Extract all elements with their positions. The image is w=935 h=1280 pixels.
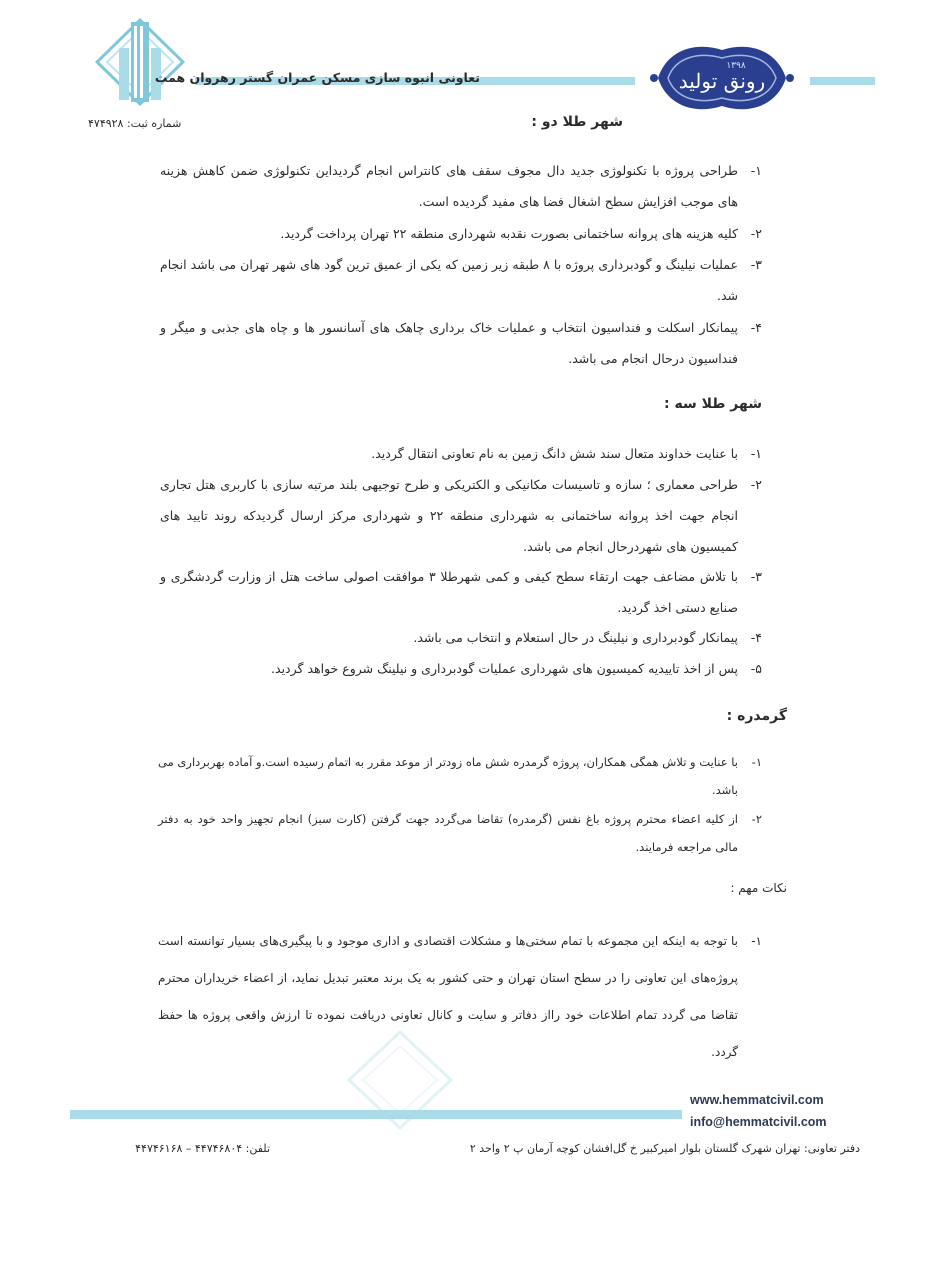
item-number: ۳- bbox=[750, 257, 762, 272]
item-text: طراحی پروژه با تکنولوژی جدید دال مجوف سقف های کانتراس انجام گردیداین تکنولوژی ضمن کاهش هزینه های موجب افزایش سطح اشغال فضا های مفید گردیده است. bbox=[160, 163, 738, 209]
item-number: ۲- bbox=[750, 226, 762, 241]
office-address: دفتر تعاونی: تهران شهرک گلستان بلوار امیرکبیر خ گل‌افشان کوچه آرمان پ ۲ واحد ۲ bbox=[469, 1142, 860, 1155]
item-number: ۲- bbox=[751, 812, 762, 826]
item-number: ۴- bbox=[750, 630, 762, 645]
item-text: کلیه هزینه های پروانه ساختمانی بصورت نقدبه شهرداری منطقه ۲۲ تهران پرداخت گردید. bbox=[280, 226, 738, 241]
item-number: ۱- bbox=[750, 163, 762, 178]
item-number: ۳- bbox=[750, 569, 762, 584]
website-link[interactable]: www.hemmatcivil.com bbox=[690, 1093, 824, 1107]
section-title-garmdareh: گرمدره : bbox=[726, 708, 787, 724]
list-item bbox=[158, 805, 762, 861]
item-text: با توجه به اینکه این مجموعه با تمام سختی‌ها و مشکلات اقتصادی و اداری موجود و با پیگیری‌های بسیار توانسته است پروژه‌های این تعاونی را در سطح استان تهران و حتی کشور به یک برند معتبر تبدیل نماید، از اعضاء خریداران محترم تقاضا می گردد تمام اطلاعات خود رااز دفاتر و سایت و کانال تعاونی دریافت نموده تا ارزش واقعی پروژه ها حفظ گردد. bbox=[158, 934, 738, 1059]
item-number: ۱- bbox=[751, 755, 762, 769]
list-item bbox=[158, 923, 762, 1071]
list-item bbox=[160, 312, 762, 374]
list-item bbox=[160, 249, 762, 311]
item-number: ۵- bbox=[750, 661, 762, 676]
seal-year: ۱۳۹۸ bbox=[726, 61, 746, 71]
phone-numbers: تلفن: ۴۴۷۴۶۸۰۴ – ۴۴۷۴۶۱۶۸ bbox=[135, 1142, 270, 1155]
item-text: طراحی معماری ؛ سازه و تاسیسات مکانیکی و الکتریکی و طرح توجیهی بلند مرتبه سازی با کاربری هتل تجاری انجام جهت اخذ پروانه ساختمانی به شهرداری منطقه ۲۲ و شهرداری مرکز ارسال گردیدکه روند تایید های کمیسیون های شهردرحال انجام می باشد. bbox=[160, 477, 738, 554]
item-text: با عنایت و تلاش همگی همکاران، پروژه گرمدره شش ماه زودتر از موعد مقرر به اتمام رسیده است.و آماده بهربرداری می باشد. bbox=[158, 755, 738, 797]
company-logo bbox=[95, 18, 185, 106]
footer-accent-bar bbox=[70, 1110, 682, 1119]
list-item bbox=[160, 155, 762, 217]
registration-number: شماره ثبت: ۴۷۴۹۲۸ bbox=[88, 117, 182, 130]
item-number: ۲- bbox=[750, 477, 762, 492]
list-item bbox=[160, 561, 762, 623]
list-item bbox=[160, 469, 762, 562]
section-title-shahr-tala-2: شهر طلا دو : bbox=[531, 114, 623, 130]
notes-title: نکات مهم : bbox=[730, 881, 787, 895]
list-item bbox=[160, 218, 762, 249]
item-text: پس از اخذ تاییدیه کمیسیون های شهرداری عملیات گودبرداری و نیلینگ شروع خواهد گردید. bbox=[271, 661, 738, 676]
item-text: عملیات نیلینگ و گودبرداری پروژه با ۸ طبقه زیر زمین که یکی از عمیق ترین گود های شهر تهران می باشد انجام شد. bbox=[160, 257, 738, 303]
list-item bbox=[160, 622, 762, 653]
item-text: پیمانکار گودبرداری و نیلینگ در حال استعلام و انتخاب می باشد. bbox=[413, 630, 738, 645]
item-text: از کلیه اعضاء محترم پروژه باغ نفس (گرمدره) تقاضا می‌گردد جهت گرفتن (کارت سبز) انجام تجهیز واحد خود به دفتر مالی مراجعه فرمایند. bbox=[158, 812, 738, 854]
item-text: با عنایت خداوند متعال سند شش دانگ زمین به نام تعاونی انتقال گردید. bbox=[371, 446, 738, 461]
item-text: پیمانکار اسکلت و فنداسیون انتخاب و عملیات خاک برداری چاهک های آسانسور ها و چاه های جذبی و میگر و فنداسیون درحال انجام می باشد. bbox=[160, 320, 738, 366]
item-number: ۴- bbox=[750, 320, 762, 335]
item-number: ۱- bbox=[751, 934, 762, 948]
item-text: با تلاش مضاعف جهت ارتقاء سطح کیفی و کمی شهرطلا ۳ موافقت اصولی ساخت هتل از وزارت گردشگری و صنایع دستی اخذ گردید. bbox=[160, 569, 738, 615]
header-accent-bar-right bbox=[810, 77, 875, 85]
email-link[interactable]: info@hemmatcivil.com bbox=[690, 1115, 827, 1129]
list-item bbox=[160, 653, 762, 684]
section-title-shahr-tala-3: شهر طلا سه : bbox=[663, 396, 762, 412]
organization-name: تعاونی انبوه سازی مسکن عمران گستر رهروان همت bbox=[154, 70, 480, 85]
item-number: ۱- bbox=[750, 446, 762, 461]
seal-text: رونق تولید bbox=[678, 69, 766, 93]
list-item bbox=[160, 438, 762, 469]
list-item bbox=[158, 748, 762, 804]
production-seal-emblem bbox=[648, 38, 796, 118]
